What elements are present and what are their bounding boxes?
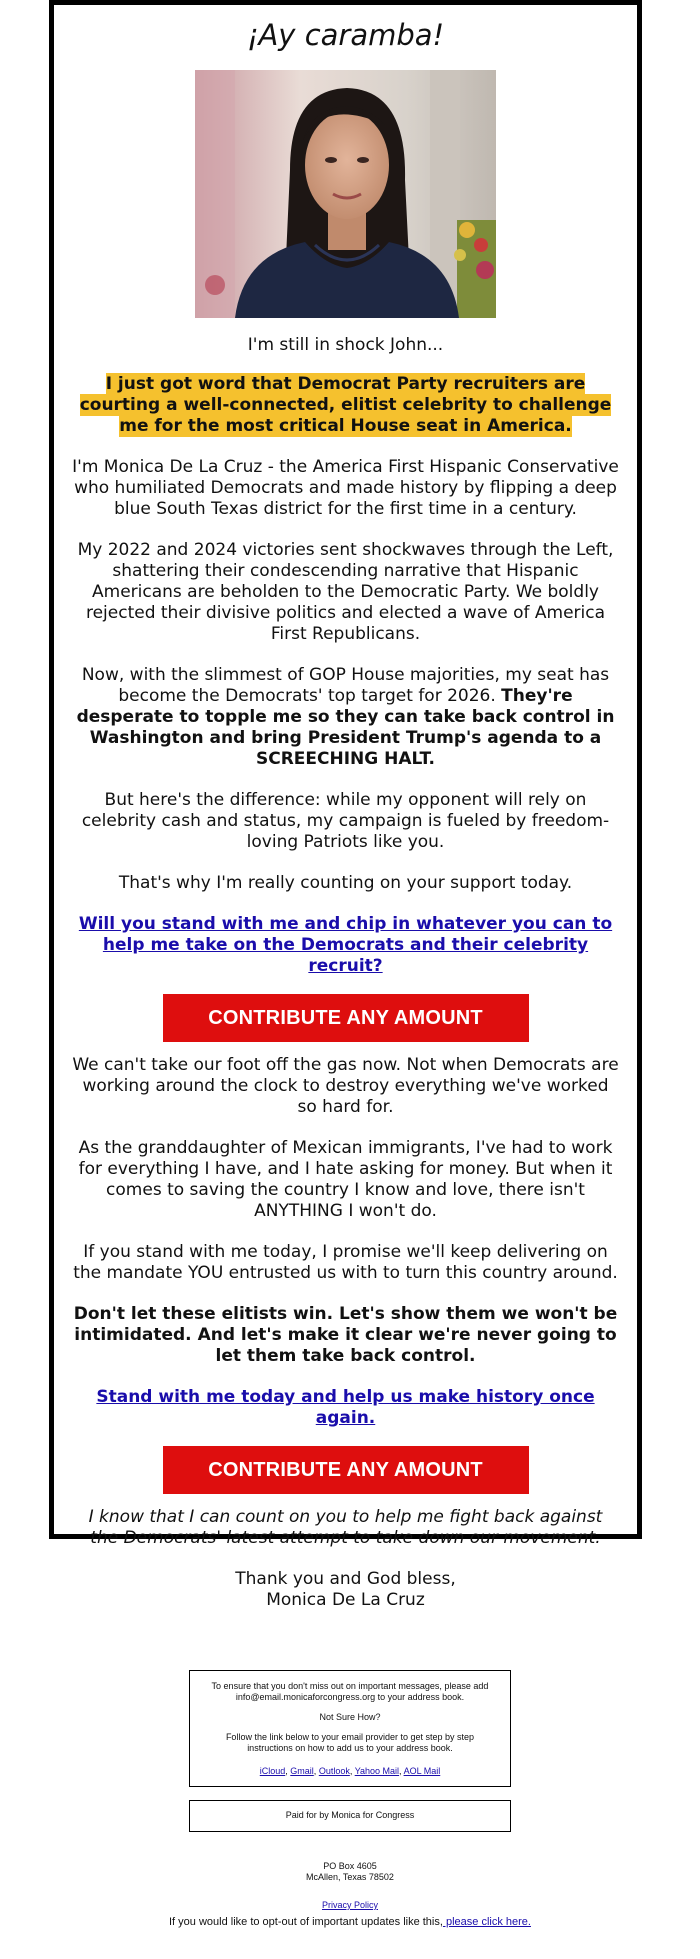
mailing-address — [0, 1861, 700, 1883]
promise-paragraph: If you stand with me today, I promise we'll keep delivering on the mandate YOU entrusted us with to turn this country around. — [73, 1242, 618, 1283]
highlighted-announcement — [72, 374, 619, 437]
provider-link-icloud[interactable]: iCloud — [259, 1766, 286, 1776]
paid-for-text: Paid for by Monica for Congress — [285, 1810, 415, 1820]
email-headline: ¡Ay caramba! — [246, 18, 445, 52]
provider-links: iCloud, Gmail, Outlook, Yahoo Mail, AOL Mail — [259, 1766, 441, 1776]
paid-for-box — [189, 1800, 511, 1832]
safe-sender-text: To ensure that you don't miss out on important messages, please add info@email.monicaforcongress.org to your address book. — [211, 1681, 489, 1702]
contribute-button-2[interactable]: CONTRIBUTE ANY AMOUNT — [163, 1446, 529, 1494]
optout-row — [0, 1916, 700, 1928]
target-paragraph — [72, 665, 619, 770]
signature-text: Monica De La Cruz — [266, 1590, 425, 1610]
not-sure-text: Not Sure How? — [319, 1712, 381, 1722]
donate-link-1[interactable]: Will you stand with me and chip in whatever you can to help me take on the Democrats and their celebrity recruit? — [78, 914, 613, 976]
counting-paragraph: That's why I'm really counting on your support today. — [118, 873, 573, 893]
gas-paragraph: We can't take our foot off the gas now. Not when Democrats are working around the clock to destroy everything we've worked so hard for. — [72, 1055, 619, 1117]
target-bold-text: They're desperate to topple me so they can take back control in Washington and bring President Trump's agenda to a SCREECHING HALT. — [76, 686, 615, 769]
difference-paragraph: But here's the difference: while my opponent will rely on celebrity cash and status, my campaign is fueled by freedom-loving Patriots like you. — [81, 790, 610, 852]
candidate-portrait-image — [195, 70, 496, 318]
elitists-paragraph: Don't let these elitists win. Let's show them we won't be intimidated. And let's make it clear we're never going to let them take back control. — [73, 1304, 618, 1366]
granddaughter-paragraph: As the granddaughter of Mexican immigrants, I've had to work for everything I have, and I hate asking for money. But when it comes to saving the country I know and love, there isn't ANYTHING I won't do. — [78, 1138, 613, 1221]
intro-paragraph: I'm Monica De La Cruz - the America First Hispanic Conservative who humiliated Democrats and made history by flipping a deep blue South Texas district for the first time in a century. — [72, 457, 619, 519]
donate-link-paragraph — [72, 914, 619, 977]
highlight-text: I just got word that Democrat Party recruiters are courting a well-connected, elitist celebrity to challenge me for the most critical House seat in America. — [79, 374, 612, 436]
donate-link-2[interactable]: Stand with me today and help us make history once again. — [96, 1387, 595, 1428]
city-text: McAllen, Texas 78502 — [306, 1872, 394, 1882]
signoff-text: Thank you and God bless, — [235, 1569, 456, 1589]
provider-link-outlook[interactable]: Outlook — [318, 1766, 350, 1776]
instructions-text: Follow the link below to your email provider to get step by step instructions on how to add us to your address book. — [225, 1732, 475, 1753]
greeting-text: I'm still in shock John... — [247, 335, 444, 355]
provider-link-yahoo[interactable]: Yahoo Mail — [354, 1766, 400, 1776]
candidate-photo — [195, 70, 496, 318]
provider-link-gmail[interactable]: Gmail — [290, 1766, 314, 1776]
optout-link[interactable]: please click here. — [442, 1916, 531, 1928]
optout-text: If you would like to opt-out of important updates like this, — [169, 1916, 443, 1928]
email-footer — [0, 1670, 700, 1928]
address-book-notice — [189, 1670, 511, 1787]
closing-italic-paragraph: I know that I can count on you to help me fight back against the Democrats' latest attempt to take down our movement. — [88, 1507, 603, 1548]
po-box-text: PO Box 4605 — [323, 1861, 377, 1871]
target-plain-text: Now, with the slimmest of GOP House majorities, my seat has become the Democrats' top target for 2026. — [81, 665, 610, 706]
contribute-button-1[interactable]: CONTRIBUTE ANY AMOUNT — [163, 994, 529, 1042]
privacy-policy-link[interactable]: Privacy Policy — [321, 1900, 378, 1910]
provider-link-aol[interactable]: AOL Mail — [403, 1766, 441, 1776]
donate-link-paragraph-2 — [72, 1387, 619, 1429]
email-card — [49, 0, 642, 1610]
victories-paragraph: My 2022 and 2024 victories sent shockwaves through the Left, shattering their condescending narrative that Hispanic Americans are beholden to the Democratic Party. We boldly rejected their divisive politics and elected a wave of America First Republicans. — [77, 540, 614, 644]
privacy-row — [0, 1900, 700, 1910]
